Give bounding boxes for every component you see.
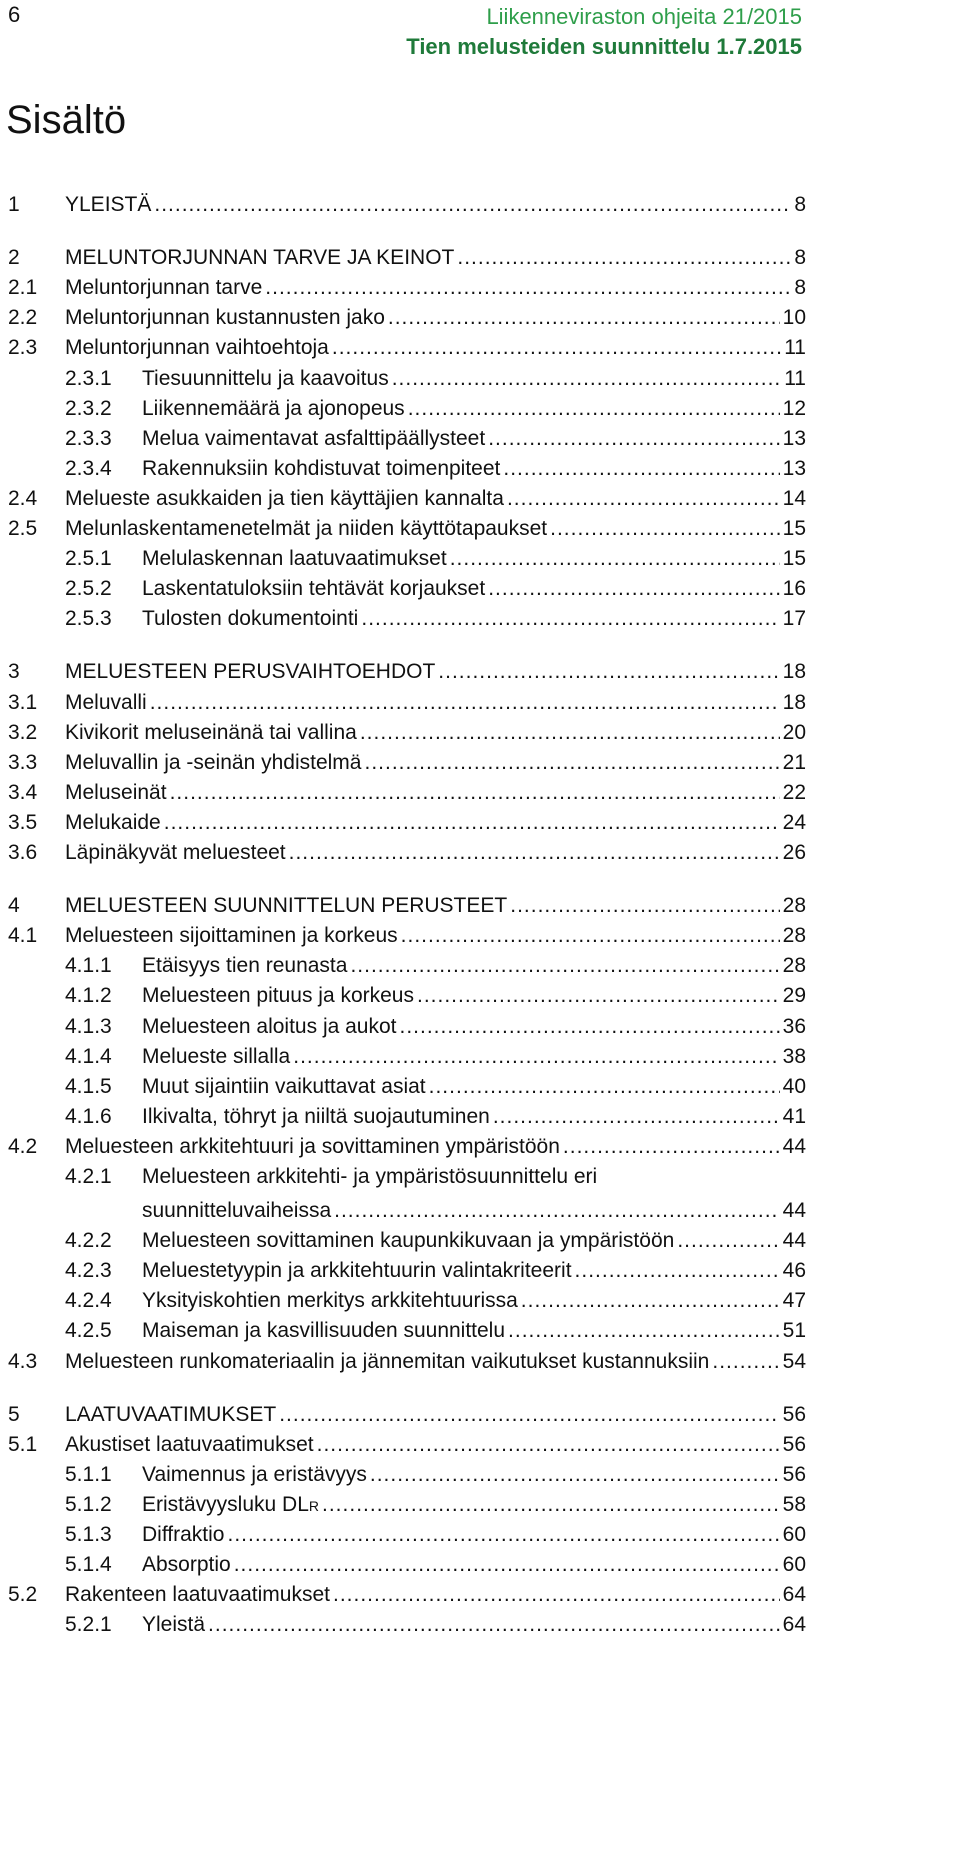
toc-entry-number: 1	[8, 193, 20, 216]
toc-leader-dots	[388, 306, 780, 328]
toc-leader-dots	[293, 1045, 779, 1067]
toc-entry[interactable]	[65, 924, 806, 954]
toc-entry-title[interactable]: Meluesteen arkkitehtuuri ja sovittaminen ympäristöön	[65, 1134, 560, 1158]
toc-page-number: 12	[782, 396, 806, 420]
toc-entry[interactable]	[142, 1523, 806, 1553]
toc-entry[interactable]	[142, 577, 806, 607]
toc-leader-dots	[493, 1105, 780, 1127]
toc-entry-title[interactable]: Rakenteen laatuvaatimukset	[65, 1583, 330, 1607]
toc-entry-title[interactable]: Rakennuksiin kohdistuvat toimenpiteet	[142, 456, 501, 480]
toc-entry-title[interactable]: Eristävyysluku DL R	[142, 1492, 320, 1516]
toc-leader-dots	[488, 427, 779, 449]
toc-page-number: 18	[782, 660, 806, 684]
toc-entry-title[interactable]: Yleistä	[142, 1613, 206, 1637]
toc-leader-dots	[317, 1433, 780, 1455]
toc-leader-dots	[234, 1553, 780, 1575]
toc-page-number: 44	[782, 1199, 806, 1222]
toc-entry-title[interactable]: Melunlaskentamenetelmät ja niiden käyttötapaukset	[65, 517, 548, 540]
toc-entry[interactable]	[65, 811, 806, 841]
toc-entry-title[interactable]: Meluvalli	[65, 690, 147, 714]
toc-entry-number: 4.1.5	[65, 1074, 112, 1098]
toc-page-number: 51	[782, 1319, 806, 1343]
toc-entry-number: 2.5.1	[65, 547, 112, 571]
toc-entry-title[interactable]: Meluesteen runkomateriaalin ja jännemitan vaikutukset kustannuksiin	[65, 1349, 710, 1373]
toc-leader-dots	[488, 577, 779, 599]
toc-page-number: 16	[782, 577, 806, 601]
toc-entry[interactable]	[142, 954, 806, 984]
toc-entry-number: 5.1.1	[65, 1462, 112, 1486]
toc-leader-dots	[322, 1493, 780, 1515]
toc-entry[interactable]	[65, 1350, 806, 1380]
toc-page-number: 56	[782, 1462, 806, 1486]
page-header	[0, 0, 960, 70]
toc-leader-dots	[361, 607, 779, 629]
toc-page-number: 8	[794, 193, 806, 216]
toc-page-number: 28	[782, 924, 806, 948]
toc-page-number: 11	[784, 336, 806, 360]
toc-entry[interactable]	[65, 487, 806, 517]
toc-entry-title[interactable]: Meluesteen sovittaminen kaupunkikuvaan ja ympäristöön	[142, 1229, 675, 1253]
toc-leader-dots	[510, 894, 779, 916]
toc-entry[interactable]	[65, 894, 806, 924]
toc-page-number: 46	[782, 1259, 806, 1283]
toc-leader-dots	[364, 751, 779, 773]
toc-page-number: 64	[782, 1613, 806, 1637]
toc-entry-title[interactable]: YLEISTÄ	[65, 193, 152, 216]
toc-entry-number: 4	[8, 894, 20, 918]
toc-page-number: 24	[782, 810, 806, 834]
toc-entry-title[interactable]: Meluesteen pituus ja korkeus	[142, 984, 414, 1008]
toc-leader-dots	[154, 193, 791, 215]
toc-leader-dots	[333, 1583, 780, 1605]
toc-entry-number: 2.5	[8, 517, 38, 540]
toc-entry[interactable]	[142, 1289, 806, 1319]
toc-entry-title[interactable]: Meluntorjunnan tarve	[65, 276, 263, 300]
toc-leader-dots	[265, 276, 791, 298]
toc-page-number: 60	[782, 1523, 806, 1546]
toc-entry-title[interactable]: Maiseman ja kasvillisuuden suunnittelu	[142, 1319, 506, 1343]
toc-entry-title[interactable]: Meluesteen sijoittaminen ja korkeus	[65, 924, 398, 948]
toc-entry-title[interactable]: Meluvallin ja -seinän yhdistelmä	[65, 750, 362, 774]
toc-entry-number: 3.1	[8, 690, 38, 714]
toc-entry-title[interactable]: suunnitteluvaiheissa	[142, 1199, 332, 1222]
toc-entry-title-text: Eristävyysluku DL	[142, 1492, 309, 1516]
toc-entry-number: 3.3	[8, 750, 38, 774]
toc-entry[interactable]	[65, 306, 806, 336]
toc-page-number: 64	[782, 1583, 806, 1607]
toc-leader-dots	[429, 1075, 780, 1097]
toc-entry[interactable]	[65, 1433, 806, 1463]
toc-entry[interactable]	[65, 660, 806, 690]
toc-entry-title[interactable]: MELUESTEEN PERUSVAIHTOEHDOT	[65, 660, 436, 684]
toc-leader-dots	[227, 1523, 779, 1545]
toc-page-number: 28	[782, 894, 806, 918]
toc-page-number: 28	[782, 954, 806, 978]
toc-entry-title[interactable]: Laskentatuloksiin tehtävät korjaukset	[142, 577, 486, 601]
toc-entry-number: 4.2.1	[65, 1165, 112, 1188]
toc-entry-number: 2.1	[8, 276, 38, 300]
toc-entry-number: 3.2	[8, 720, 38, 744]
page-number: 6	[8, 2, 21, 27]
toc-page-number: 18	[782, 690, 806, 714]
toc-entry-number: 4.3	[8, 1349, 38, 1373]
toc-entry[interactable]	[142, 1199, 806, 1229]
toc-entry-number: 5.1.4	[65, 1553, 112, 1577]
toc-entry[interactable]	[142, 1045, 806, 1075]
toc-entry-number: 5.1	[8, 1432, 38, 1456]
toc-page-number: 22	[782, 780, 806, 804]
series-label: Liikenneviraston ohjeita 21/2015	[486, 4, 802, 29]
toc-page-number: 26	[782, 841, 806, 864]
toc-entry-number: 4.2.3	[65, 1259, 112, 1283]
toc-entry-number: 2.3	[8, 336, 38, 360]
toc-entry-title[interactable]: Ilkivalta, töhryt ja niiltä suojautuminen	[142, 1104, 490, 1128]
toc-entry-title[interactable]: MELUESTEEN SUUNNITTELUN PERUSTEET	[65, 894, 508, 918]
toc-entry-title[interactable]: Melueste sillalla	[142, 1044, 291, 1068]
toc-entry[interactable]	[65, 246, 806, 276]
toc-page-number: 44	[782, 1134, 806, 1158]
toc-page-number: 40	[782, 1074, 806, 1098]
toc-entry[interactable]	[142, 1319, 806, 1349]
toc-entry[interactable]	[65, 721, 806, 751]
toc-entry[interactable]	[65, 517, 806, 547]
toc-page-number: 11	[784, 366, 806, 390]
toc-entry-title[interactable]: Akustiset laatuvaatimukset	[65, 1432, 314, 1456]
toc-entry-title[interactable]: Läpinäkyvät meluesteet	[65, 841, 286, 864]
toc-page-number: 21	[782, 750, 806, 774]
toc-leader-dots	[279, 1403, 779, 1425]
toc-leader-dots	[370, 1463, 780, 1485]
toc-leader-dots	[289, 841, 780, 863]
toc-entry[interactable]	[65, 1135, 806, 1165]
toc-leader-dots	[417, 984, 780, 1006]
toc-page-number: 10	[782, 306, 806, 330]
toc-page-number: 13	[782, 426, 806, 450]
toc-page-number: 41	[782, 1104, 806, 1128]
toc-leader-dots	[164, 811, 780, 833]
toc-page-number: 14	[782, 486, 806, 510]
toc-entry-number: 2.3.2	[65, 396, 112, 420]
toc-entry-title[interactable]: Etäisyys tien reunasta	[142, 954, 348, 978]
toc-entry[interactable]	[142, 457, 806, 487]
toc-entry[interactable]	[142, 1463, 806, 1493]
toc-page-number: 36	[782, 1014, 806, 1038]
toc-page-number: 15	[782, 517, 806, 540]
toc-entry-number: 4.1.2	[65, 984, 112, 1008]
toc-leader-dots	[408, 397, 780, 419]
toc-entry[interactable]	[142, 607, 806, 637]
toc-entry-number: 3.4	[8, 780, 38, 804]
toc-entry-title[interactable]: Absorptio	[142, 1553, 231, 1577]
toc-entry-title[interactable]: Vaimennus ja eristävyys	[142, 1462, 367, 1486]
toc-page-number: 60	[782, 1553, 806, 1577]
toc-entry[interactable]	[142, 427, 806, 457]
toc-entry[interactable]	[142, 547, 806, 577]
toc-entry[interactable]	[65, 336, 806, 366]
toc-entry[interactable]	[142, 1075, 806, 1105]
toc-entry[interactable]	[142, 1105, 806, 1135]
toc-entry-title[interactable]: Yksityiskohtien merkitys arkkitehtuurissa	[142, 1289, 518, 1313]
toc-entry[interactable]	[142, 367, 806, 397]
toc-entry-number: 4.1.1	[65, 954, 112, 978]
toc-leader-dots	[400, 1015, 780, 1037]
toc-leader-dots	[457, 246, 791, 268]
toc-entry-title[interactable]: MELUNTORJUNNAN TARVE JA KEINOT	[65, 246, 455, 270]
document-title: Tien melusteiden suunnittelu 1.7.2015	[406, 34, 802, 59]
toc-entry-title[interactable]: Muut sijaintiin vaikuttavat asiat	[142, 1074, 426, 1098]
toc-leader-dots	[401, 924, 780, 946]
toc-leader-dots	[438, 660, 779, 682]
toc-entry-number: 5.2.1	[65, 1613, 112, 1637]
toc-entry-number: 2.4	[8, 486, 38, 510]
toc-leader-dots	[563, 1135, 780, 1157]
toc-entry-title[interactable]: Meluntorjunnan kustannusten jako	[65, 306, 385, 330]
toc-entry-number: 2.3.4	[65, 456, 112, 480]
toc-entry-number: 4.2	[8, 1134, 38, 1158]
toc-entry-number: 2.2	[8, 306, 38, 330]
header-right	[406, 2, 802, 62]
toc-entry-number: 2.3.1	[65, 366, 112, 390]
toc-entry-title[interactable]: Meluesteen arkkitehti- ja ympäristösuunnittelu eri	[142, 1165, 598, 1188]
toc-entry-number: 2.3.3	[65, 426, 112, 450]
toc-entry-title[interactable]: Melulaskennan laatuvaatimukset	[142, 547, 447, 571]
toc-entry[interactable]	[65, 193, 806, 223]
toc-page-number: 20	[782, 720, 806, 744]
toc-entry-number: 4.1.3	[65, 1014, 112, 1038]
toc-leader-dots	[208, 1613, 780, 1635]
toc-leader-dots	[521, 1289, 780, 1311]
toc-entry-title[interactable]: Diffraktio	[142, 1523, 225, 1546]
toc-entry-number: 5.2	[8, 1583, 38, 1607]
toc-entry-number: 2	[8, 246, 20, 270]
toc-leader-dots	[150, 691, 780, 713]
toc-entry-number: 4.2.2	[65, 1229, 112, 1253]
toc-entry-number: 2.5.2	[65, 577, 112, 601]
toc-entry[interactable]	[142, 397, 806, 427]
toc-entry[interactable]	[142, 1493, 806, 1523]
toc-entry[interactable]	[65, 841, 806, 871]
toc-entry[interactable]	[142, 984, 806, 1014]
toc-leader-dots	[450, 547, 780, 569]
toc-entry[interactable]	[65, 691, 806, 721]
toc-leader-dots	[360, 721, 780, 743]
toc-entry-title[interactable]: Meluestetyypin ja arkkitehtuurin valintakriteerit	[142, 1259, 572, 1283]
toc-entry[interactable]	[65, 751, 806, 781]
toc-title: Sisältö	[6, 98, 127, 142]
toc-leader-dots	[170, 781, 780, 803]
toc-entry[interactable]	[142, 1613, 806, 1643]
toc-leader-dots	[507, 487, 780, 509]
toc-entry-number: 5	[8, 1402, 20, 1426]
toc-entry-title[interactable]: Tiesuunnittelu ja kaavoitus	[142, 366, 389, 390]
toc-page-number: 47	[782, 1289, 806, 1313]
toc-entry[interactable]	[65, 781, 806, 811]
toc-entry-title[interactable]: Meluesteen aloitus ja aukot	[142, 1014, 397, 1038]
toc-leader-dots	[550, 517, 780, 539]
toc-entry-title[interactable]: LAATUVAATIMUKSET	[65, 1402, 277, 1426]
toc-entry-title[interactable]: Meluntorjunnan vaihtoehtoja	[65, 336, 329, 360]
toc-page-number: 56	[782, 1402, 806, 1426]
toc-entry[interactable]	[65, 276, 806, 306]
toc-page-number: 8	[794, 246, 806, 270]
toc-entry-number: 3.6	[8, 841, 38, 864]
toc-entry[interactable]	[65, 1583, 806, 1613]
toc-page-number: 15	[782, 547, 806, 571]
toc-entry-title[interactable]: Melukaide	[65, 810, 161, 834]
toc-entry[interactable]	[142, 1229, 806, 1259]
toc-entry-number: 2.5.3	[65, 607, 112, 631]
toc-entry-number: 4.1.4	[65, 1044, 112, 1068]
toc-entry-title[interactable]: Melueste asukkaiden ja tien käyttäjien kannalta	[65, 486, 504, 510]
toc-entry-title[interactable]: Tulosten dokumentointi	[142, 607, 359, 631]
toc-page-number: 54	[782, 1349, 806, 1373]
toc-entry[interactable]	[142, 1259, 806, 1289]
toc-entry-title[interactable]: Liikennemäärä ja ajonopeus	[142, 396, 405, 420]
toc-entry-number: 4.2.4	[65, 1289, 112, 1313]
toc-page-number: 56	[782, 1432, 806, 1456]
toc-entry-number: 5.1.2	[65, 1492, 112, 1516]
toc-entry-number: 4.1.6	[65, 1104, 112, 1128]
toc-page-number: 38	[782, 1044, 806, 1068]
toc-entry[interactable]	[142, 1015, 806, 1045]
toc-page-number: 13	[782, 456, 806, 480]
toc-entry-number: 4.2.5	[65, 1319, 112, 1343]
toc-entry-number: 3	[8, 660, 20, 684]
toc-page-number: 17	[782, 607, 806, 631]
toc-leader-dots	[575, 1259, 780, 1281]
toc-entry-title[interactable]: Meluseinät	[65, 780, 167, 804]
toc-entry-title[interactable]: Melua vaimentavat asfalttipäällysteet	[142, 426, 486, 450]
toc-entry-number: 3.5	[8, 810, 38, 834]
toc-page-number: 8	[794, 276, 806, 300]
toc-leader-dots	[334, 1199, 780, 1221]
toc-leader-dots	[677, 1229, 779, 1251]
toc-leader-dots	[712, 1350, 779, 1372]
toc-leader-dots	[332, 336, 781, 358]
toc-leader-dots	[350, 954, 779, 976]
toc-entry-number: 5.1.3	[65, 1523, 112, 1546]
toc-entry[interactable]	[65, 1403, 806, 1433]
toc-leader-dots	[508, 1319, 780, 1341]
toc-entry-title[interactable]: Kivikorit meluseinänä tai vallina	[65, 720, 357, 744]
toc-page-number: 44	[782, 1229, 806, 1253]
toc-entry-number: 4.1	[8, 924, 38, 948]
toc-page-number: 58	[782, 1492, 806, 1516]
toc-page-number: 29	[782, 984, 806, 1008]
toc-entry[interactable]	[142, 1553, 806, 1583]
toc-leader-dots	[392, 367, 781, 389]
toc-leader-dots	[503, 457, 779, 479]
